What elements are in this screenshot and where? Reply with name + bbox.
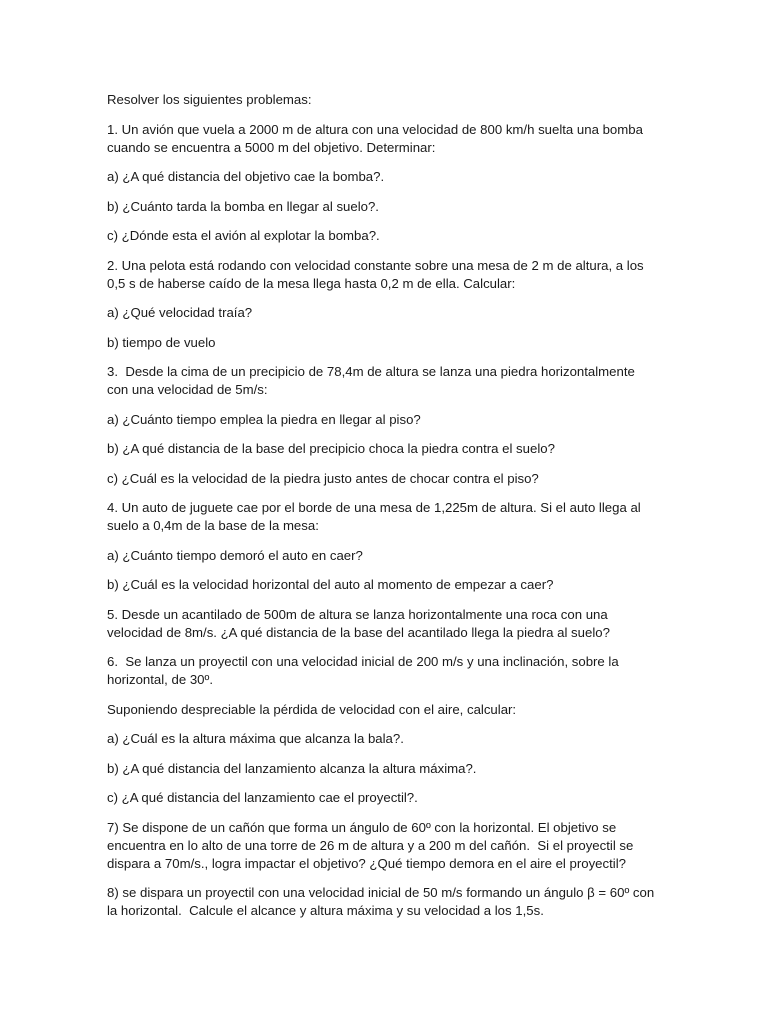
problem-2-statement: 2. Una pelota está rodando con velocidad constante sobre una mesa de 2 m de altura, a los 0,5 s de haberse caído de la mesa llega hasta 0,2 m de ella. Calcular: [107,257,648,291]
problem-3-question-b: b) ¿A qué distancia de la base del precipicio choca la piedra contra el suelo? [107,441,555,456]
problem-2-question-b: b) tiempo de vuelo [107,334,216,350]
problem-6-statement: 6. Se lanza un proyectil con una velocidad inicial de 200 m/s y una inclinación, sobre la horizontal, de 30º. [107,654,623,687]
problem-6-question-b: b) ¿A qué distancia del lanzamiento alcanza la altura máxima?. [107,760,477,776]
document-heading: Resolver los siguientes problemas: [107,92,312,107]
problem-4-question-b: b) ¿Cuál es la velocidad horizontal del auto al momento de empezar a caer? [107,577,554,592]
problem-6-question-a: a) ¿Cuál es la altura máxima que alcanza la bala?. [107,731,404,746]
problem-5-statement: 5. Desde un acantilado de 500m de altura se lanza horizontalmente una roca con una velocidad de 8m/s. ¿A qué distancia de la base del acantilado llega la piedra al suelo? [107,606,612,640]
problem-1-question-a: a) ¿A qué distancia del objetivo cae la bomba?. [107,169,385,184]
problem-3-question-c: c) ¿Cuál es la velocidad de la piedra justo antes de chocar contra el piso? [107,470,539,486]
problem-1-question-b: b) ¿Cuánto tarda la bomba en llegar al suelo?. [107,198,379,214]
problem-6-assumption: Suponiendo despreciable la pérdida de velocidad con el aire, calcular: [107,701,517,717]
problem-6-question-c: c) ¿A qué distancia del lanzamiento cae el proyectil?. [107,790,418,805]
problem-3-statement: 3. Desde la cima de un precipicio de 78,4m de altura se lanza una piedra horizontalmente con una velocidad de 5m/s: [107,364,639,397]
problem-3-question-a: a) ¿Cuánto tiempo emplea la piedra en llegar al piso? [107,411,421,427]
problem-1-statement: 1. Un avión que vuela a 2000 m de altura con una velocidad de 800 km/h suelta una bomba cuando se encuentra a 5000 m del objetivo. Determinar: [107,121,647,155]
problem-7-statement: 7) Se dispone de un cañón que forma un ángulo de 60º con la horizontal. El objetivo se encuentra en lo alto de una torre de 26 m de altura y a 200 m del cañón. Si el proyectil se dispara a 70m/s., logra impactar el objetivo? ¿Qué tiempo demora en el aire el proyectil? [107,819,638,871]
problem-2-question-a: a) ¿Qué velocidad traía? [107,305,253,320]
document-body [107,91,659,932]
problem-8-statement: 8) se dispara un proyectil con una velocidad inicial de 50 m/s formando un ángulo β = 60º con la horizontal. Calcule el alcance y altura máxima y su velocidad a los 1,5s. [107,885,658,918]
problem-1-question-c: c) ¿Dónde esta el avión al explotar la bomba?. [107,228,380,243]
problem-4-statement: 4. Un auto de juguete cae por el borde de una mesa de 1,225m de altura. Si el auto llega al suelo a 0,4m de la base de la mesa: [107,500,645,533]
problem-4-question-a: a) ¿Cuánto tiempo demoró el auto en caer? [107,547,363,563]
